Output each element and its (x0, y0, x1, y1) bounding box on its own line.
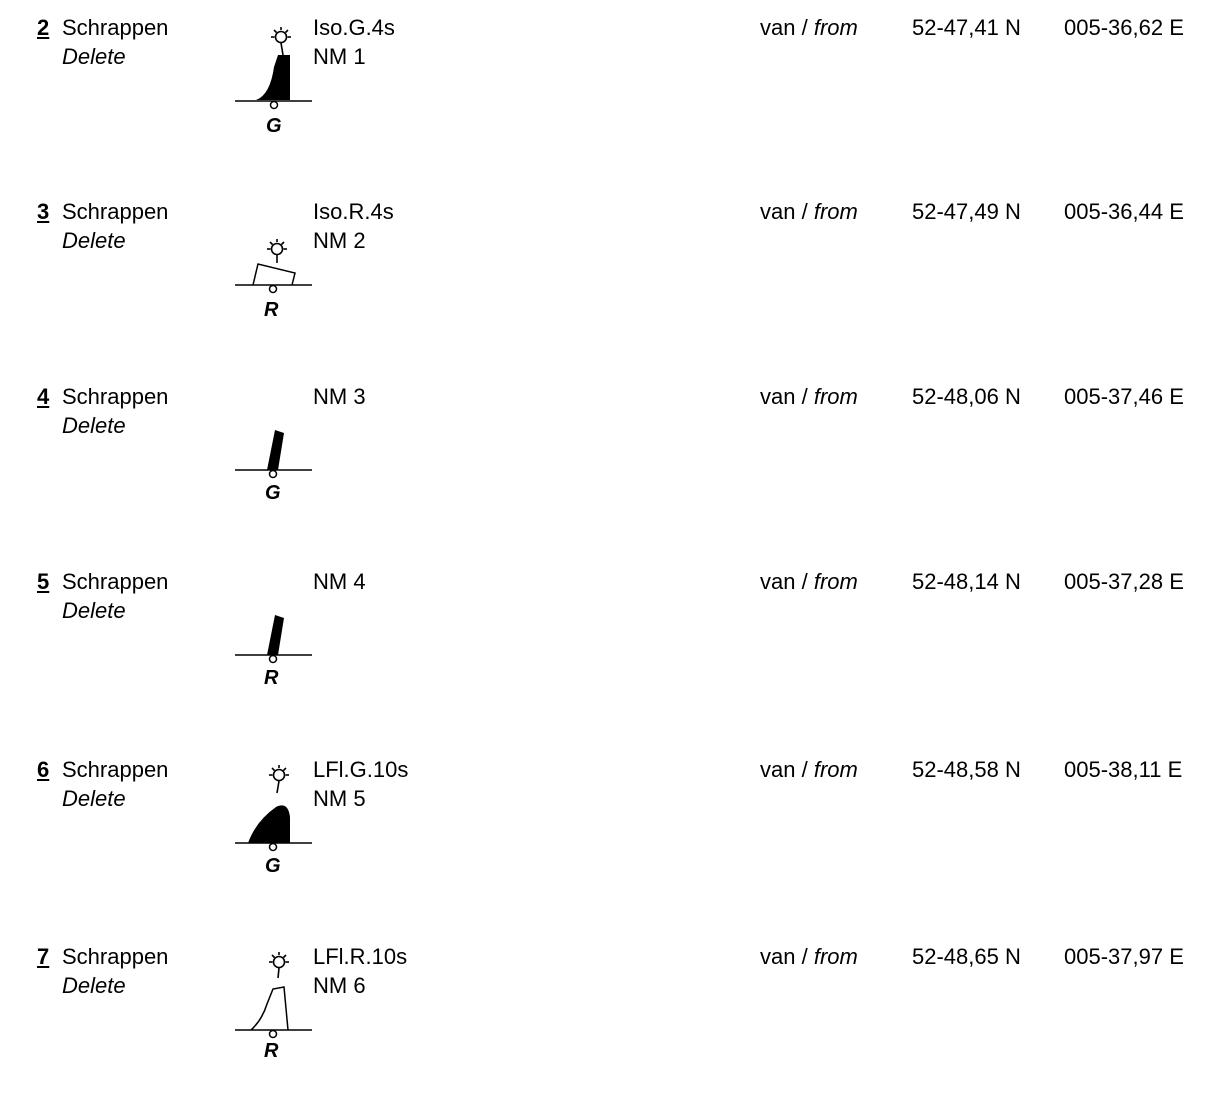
buoy-name: NM 5 (313, 786, 366, 811)
longitude: 005-36,62 E (1064, 15, 1184, 40)
action-label-en: Delete (62, 228, 126, 253)
buoy-color-code: R (264, 667, 279, 689)
light-characteristic: Iso.G.4s (313, 15, 395, 40)
entry-number: 7 (37, 944, 50, 969)
buoy-name: NM 4 (313, 569, 366, 594)
buoy-color-code: R (264, 1040, 279, 1062)
action-label-en: Delete (62, 44, 126, 69)
light-icon (269, 765, 289, 793)
buoy-color-code: G (265, 855, 281, 877)
position-range: van / from (760, 384, 858, 409)
light-characteristic: LFl.R.10s (313, 944, 408, 969)
light-icon (269, 952, 289, 978)
action-label: Schrappen (62, 199, 169, 224)
light-icon (267, 239, 287, 263)
buoy-color-code: G (266, 115, 282, 137)
entry-row (0, 15, 1211, 190)
light-characteristic: Iso.R.4s (313, 199, 394, 224)
action-label: Schrappen (62, 944, 169, 969)
latitude: 52-48,06 N (912, 384, 1021, 409)
latitude: 52-48,14 N (912, 569, 1021, 594)
position-range: van / from (760, 569, 858, 594)
action-label-en: Delete (62, 973, 126, 998)
entry-row (0, 757, 1211, 932)
latitude: 52-48,58 N (912, 757, 1021, 782)
action-label: Schrappen (62, 15, 169, 40)
position-range: van / from (760, 944, 858, 969)
action-label-en: Delete (62, 413, 126, 438)
entry-number: 2 (37, 15, 50, 40)
entry-row (0, 944, 1211, 1119)
buoy-color-code: G (265, 482, 281, 504)
longitude: 005-36,44 E (1064, 199, 1184, 224)
entry-number: 5 (37, 569, 50, 594)
buoy-name: NM 6 (313, 973, 366, 998)
action-label: Schrappen (62, 569, 169, 594)
entry-row (0, 384, 1211, 559)
entry-number: 4 (37, 384, 50, 409)
entry-number: 6 (37, 757, 50, 782)
entry-row (0, 569, 1211, 744)
latitude: 52-47,49 N (912, 199, 1021, 224)
action-label-en: Delete (62, 786, 126, 811)
entry-number: 3 (37, 199, 50, 224)
buoy-name: NM 1 (313, 44, 366, 69)
light-icon (271, 27, 291, 55)
buoy-color-code: R (264, 299, 279, 321)
action-label-en: Delete (62, 598, 126, 623)
position-range: van / from (760, 199, 858, 224)
longitude: 005-37,28 E (1064, 569, 1184, 594)
action-label: Schrappen (62, 757, 169, 782)
entry-row (0, 199, 1211, 374)
buoy-name: NM 2 (313, 228, 366, 253)
buoy-name: NM 3 (313, 384, 366, 409)
longitude: 005-37,46 E (1064, 384, 1184, 409)
longitude: 005-37,97 E (1064, 944, 1184, 969)
latitude: 52-48,65 N (912, 944, 1021, 969)
latitude: 52-47,41 N (912, 15, 1021, 40)
position-range: van / from (760, 15, 858, 40)
action-label: Schrappen (62, 384, 169, 409)
longitude: 005-38,11 E (1064, 757, 1183, 782)
position-range: van / from (760, 757, 858, 782)
light-characteristic: LFl.G.10s (313, 757, 409, 782)
